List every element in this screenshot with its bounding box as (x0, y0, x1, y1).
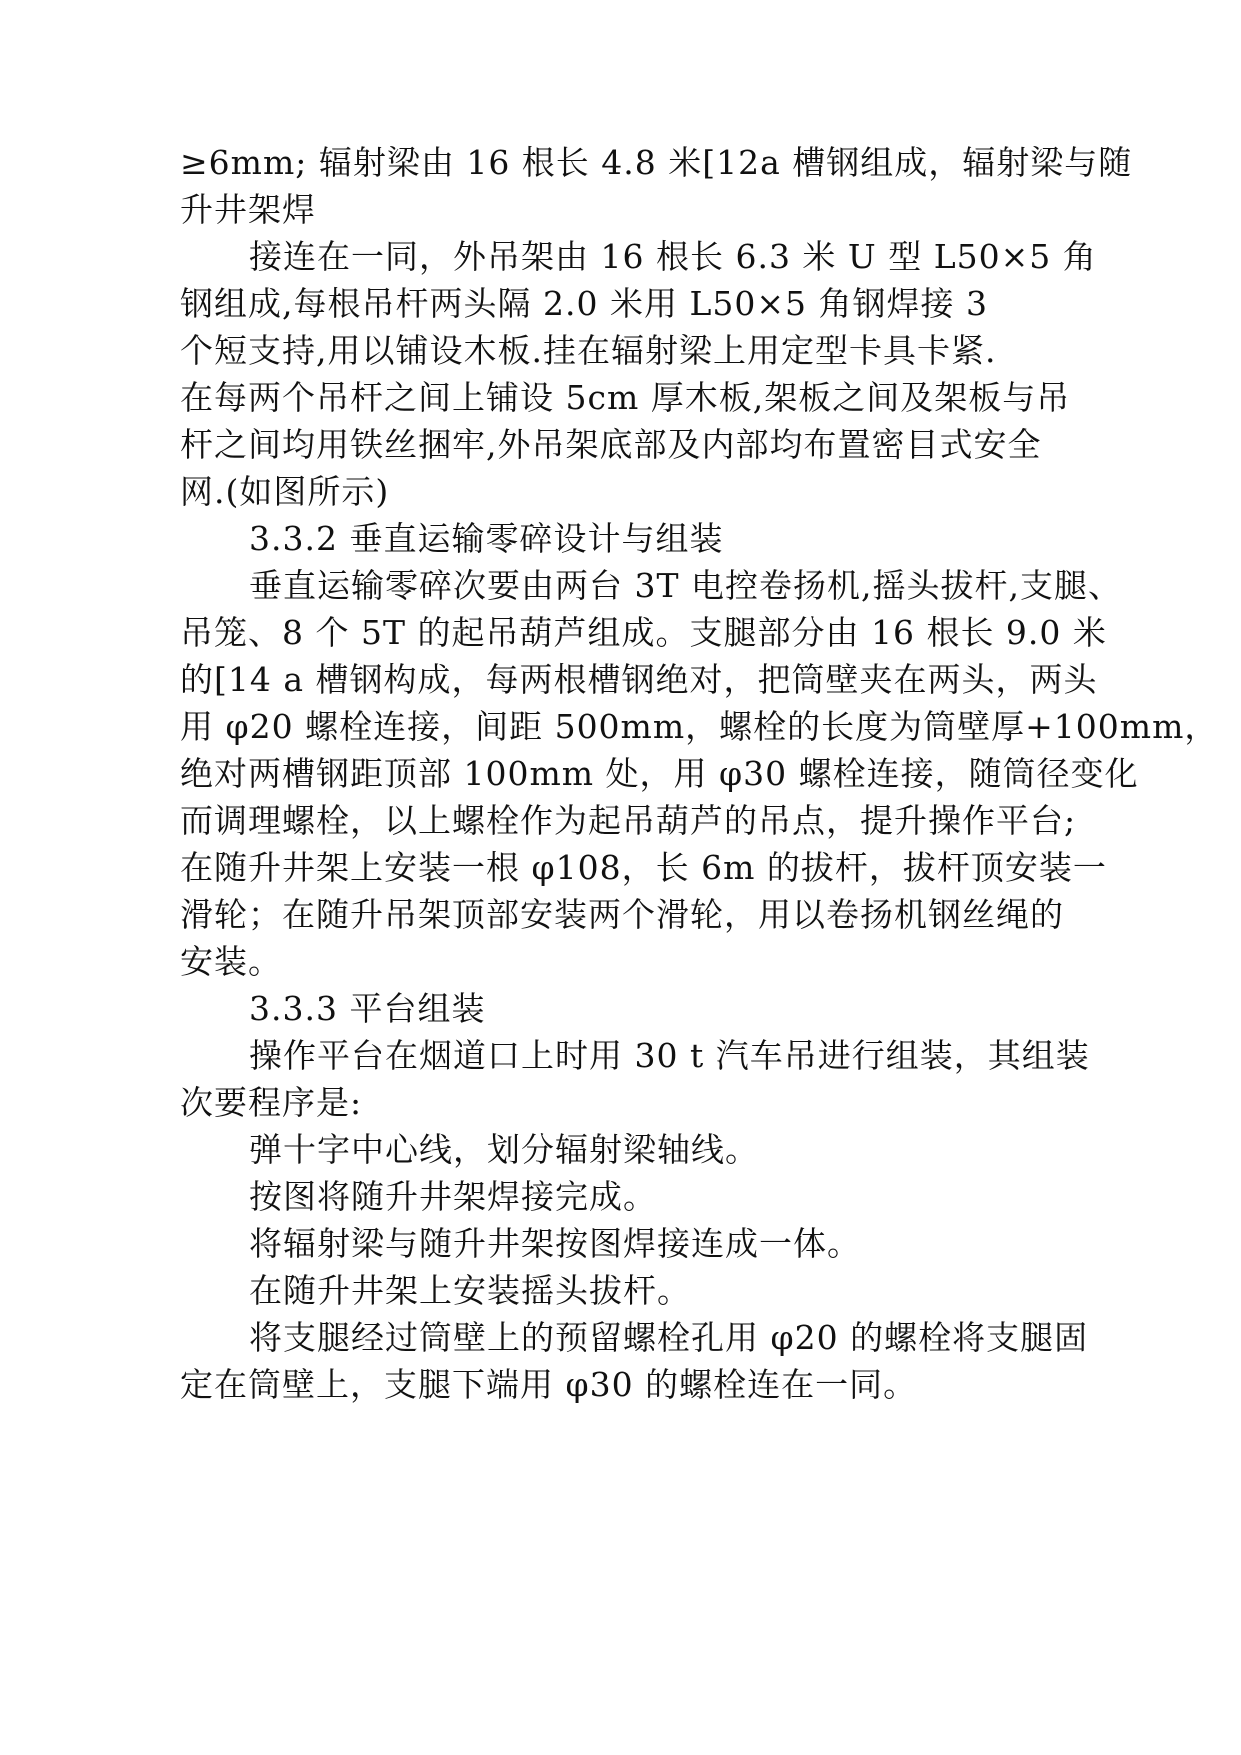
section-heading: 3.3.2 垂直运输零碎设计与组装 (249, 519, 724, 558)
text-line: ≥6mm; 辐射梁由 16 根长 4.8 米[12a 槽钢组成，辐射梁与随 (180, 143, 1133, 182)
text-line: 而调理螺栓，以上螺栓作为起吊葫芦的吊点，提升操作平台; (180, 801, 1077, 840)
text-line: 在随升井架上安装一根 φ108，长 6m 的拔杆，拔杆顶安装一 (180, 848, 1107, 887)
text-line: 滑轮；在随升吊架顶部安装两个滑轮，用以卷扬机钢丝绳的 (180, 895, 1064, 934)
text-line: 次要程序是: (180, 1083, 363, 1122)
text-line: 操作平台在烟道口上时用 30 t 汽车吊进行组装，其组装 (249, 1036, 1090, 1075)
text-line: 安装。 (180, 942, 282, 981)
text-line: 绝对两槽钢距顶部 100mm 处，用 φ30 螺栓连接，随筒径变化 (180, 754, 1139, 793)
text-line: 用 φ20 螺栓连接，间距 500mm，螺栓的长度为筒壁厚+100mm， (180, 707, 1219, 746)
text-line: 杆之间均用铁丝捆牢,外吊架底部及内部均布置密目式安全 (180, 425, 1042, 464)
text-line: 在随升井架上安装摇头拔杆。 (249, 1271, 691, 1310)
section-heading: 3.3.3 平台组装 (249, 989, 486, 1028)
text-line: 按图将随升井架焊接完成。 (249, 1177, 657, 1216)
text-line: 个短支持,用以铺设木板.挂在辐射梁上用定型卡具卡紧. (180, 331, 997, 370)
text-line: 弹十字中心线，划分辐射梁轴线。 (249, 1130, 759, 1169)
text-line: 吊笼、8 个 5T 的起吊葫芦组成。支腿部分由 16 根长 9.0 米 (180, 613, 1107, 652)
text-line: 定在筒壁上，支腿下端用 φ30 的螺栓连在一同。 (180, 1365, 918, 1404)
text-line: 将支腿经过筒壁上的预留螺栓孔用 φ20 的螺栓将支腿固 (249, 1318, 1089, 1357)
text-line: 在每两个吊杆之间上铺设 5cm 厚木板,架板之间及架板与吊 (180, 378, 1071, 417)
text-line: 的[14 a 槽钢构成，每两根槽钢绝对，把筒壁夹在两头，两头 (180, 660, 1098, 699)
text-line: 将辐射梁与随升井架按图焊接连成一体。 (249, 1224, 861, 1263)
text-line: 接连在一同，外吊架由 16 根长 6.3 米 U 型 L50×5 角 (249, 237, 1097, 276)
text-line: 垂直运输零碎次要由两台 3T 电控卷扬机,摇头拔杆,支腿、 (249, 566, 1122, 605)
text-line: 钢组成,每根吊杆两头隔 2.0 米用 L50×5 角钢焊接 3 (180, 284, 988, 323)
text-line: 升井架焊 (180, 190, 316, 229)
text-line: 网.(如图所示) (180, 472, 390, 511)
